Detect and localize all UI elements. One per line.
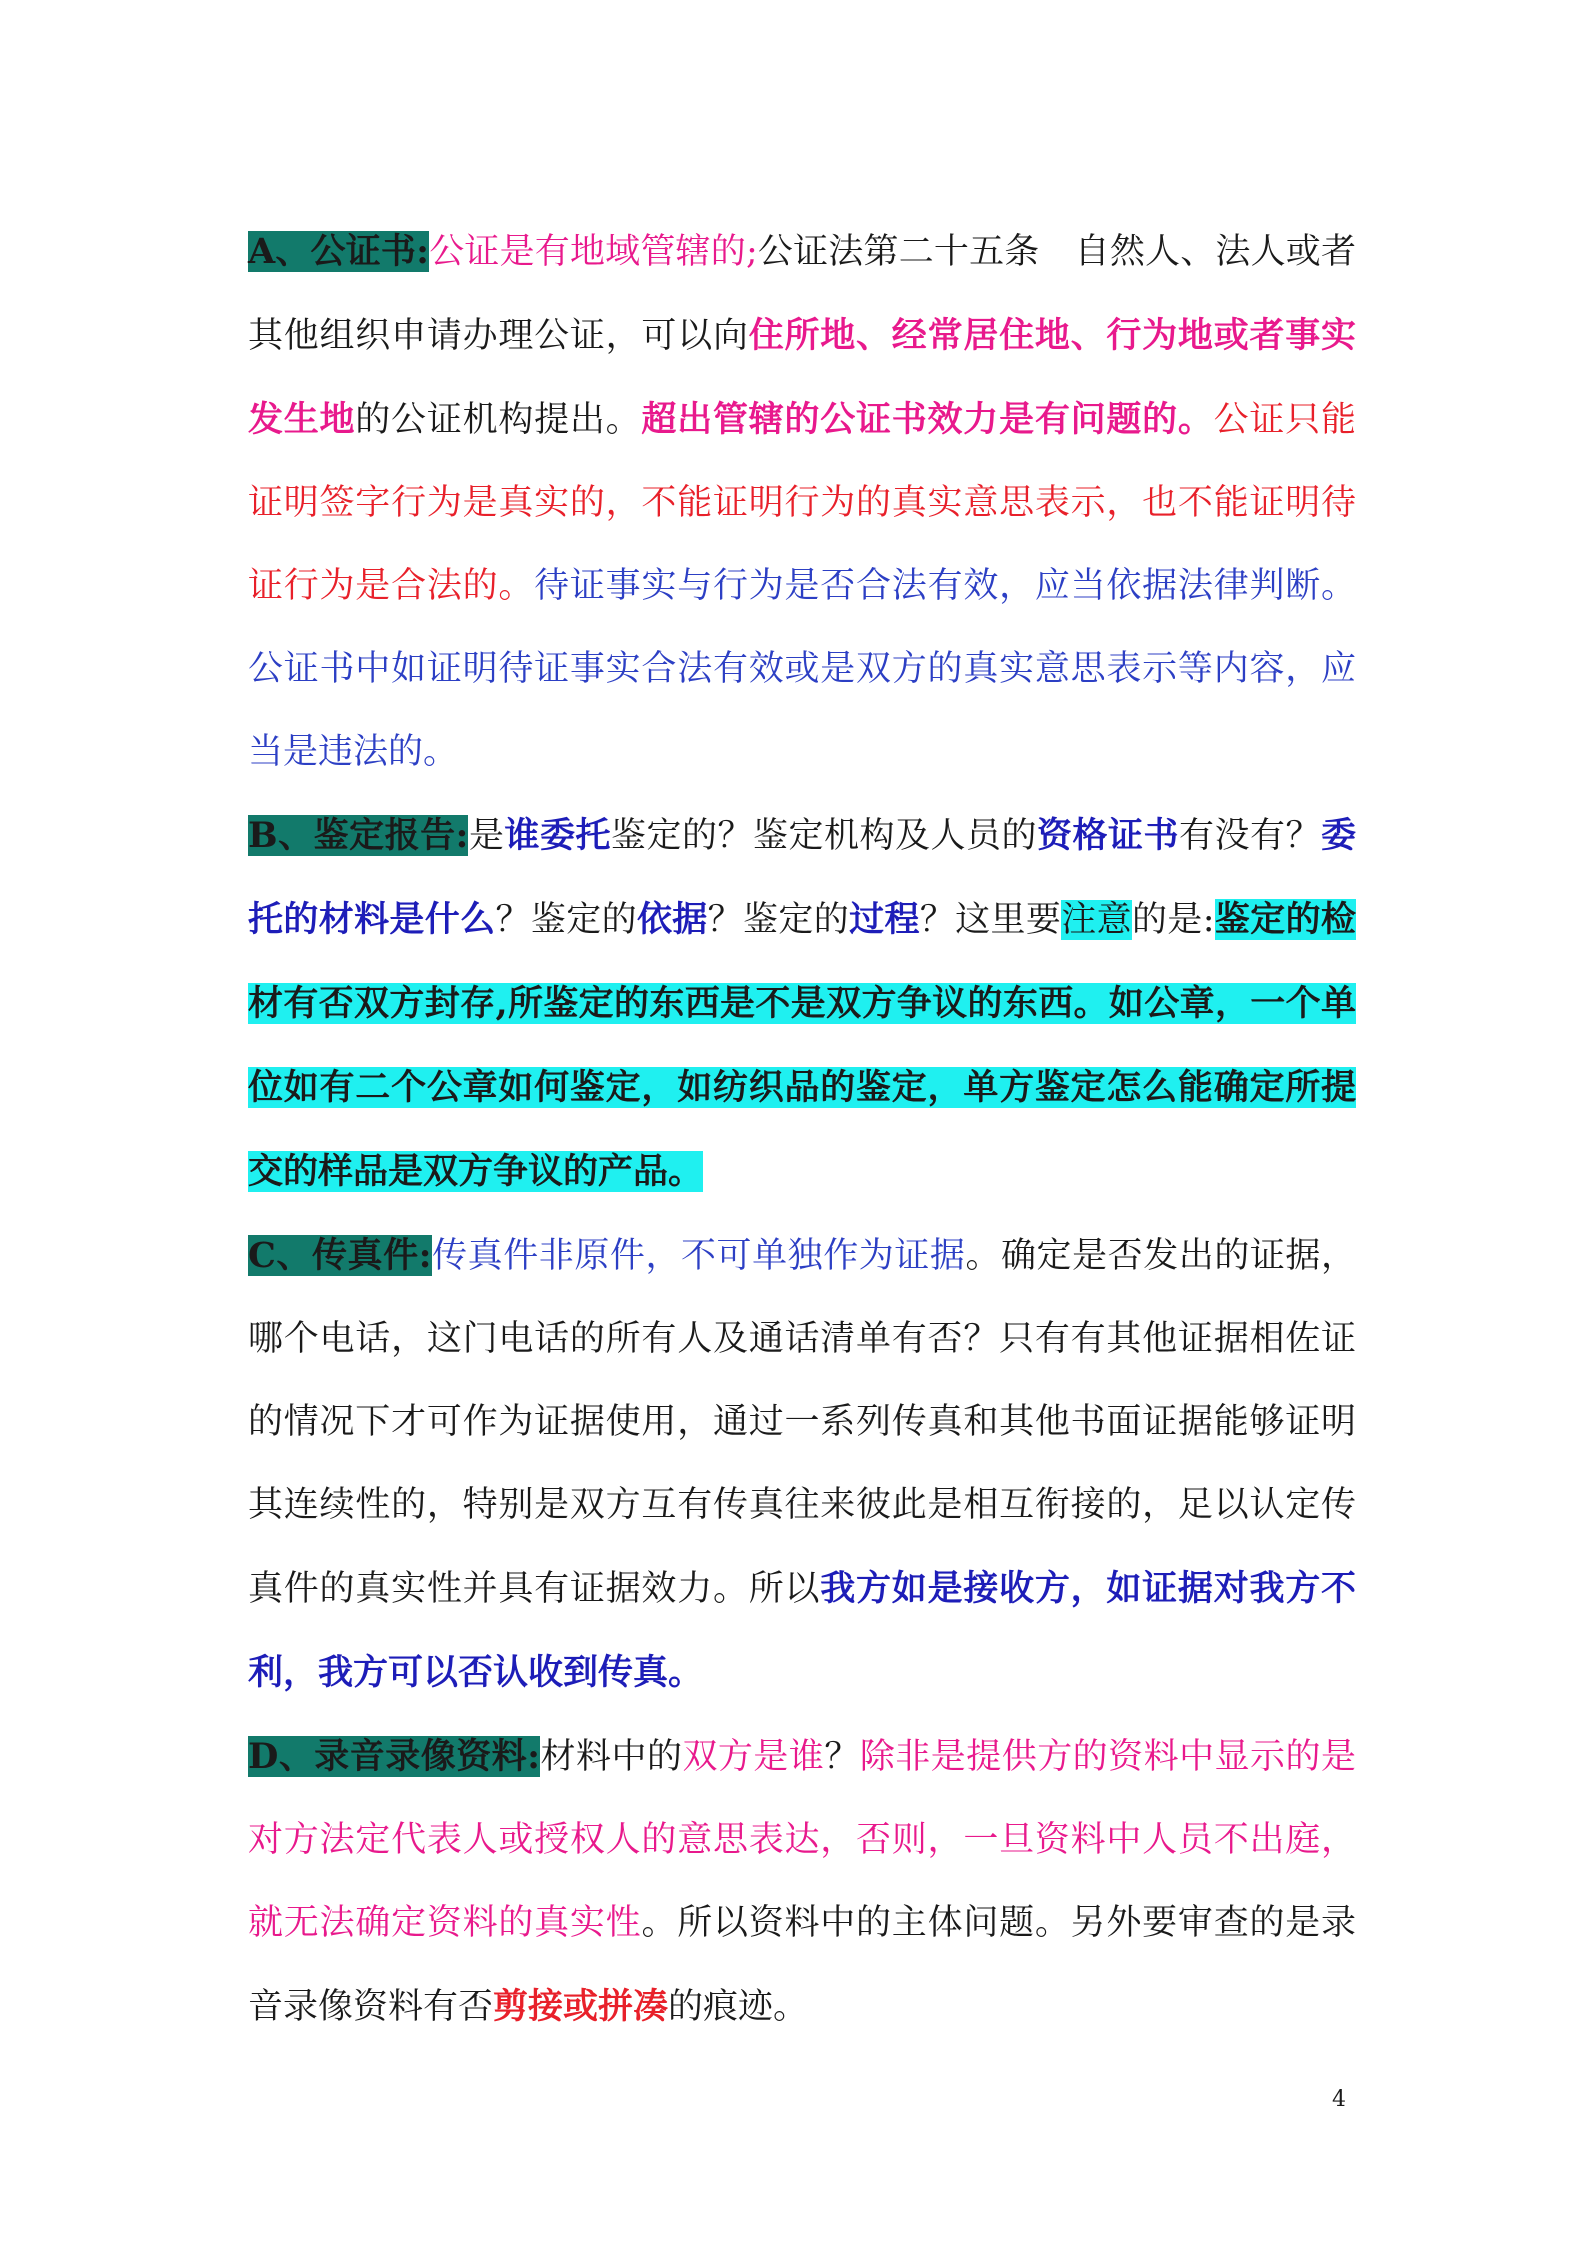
text-run: 材料中的: [540, 1737, 683, 1777]
text-run: 公证只能证明签字行为是真实的，不能证明行为的真实意思表示，也不能证明待证行为是合法的。: [248, 400, 1356, 606]
text-run: 的公证机构提出。: [355, 400, 642, 440]
text-run: 除非是提供方的资料中显示的是对方法定代表人或授权人的意思表达，否则，一旦资料中人员不出庭，就无法确定资料的真实性: [248, 1737, 1356, 1943]
text-run: 双方是谁: [682, 1737, 825, 1777]
section-label: D、录音录像资料:: [248, 1736, 541, 1777]
section-label: B、鉴定报告:: [248, 815, 469, 856]
text-run: 。确定是否发出的证据，哪个电话，这门电话的所有人及通话清单有否？只有有其他证据相佐证的情况下才可作为证据使用，通过一系列传真和其他书面证据能够证明其连续性的，特别是双方互有传真往来彼此是相互衔接的，足以认定传真件的真实性并具有证据效力。所以: [248, 1236, 1356, 1609]
section-c-fax: [248, 1214, 1356, 1715]
text-run: 。所以资料中的主体问题。另外要审查的是录音录像资料有否: [248, 1903, 1356, 2027]
text-run: ？: [824, 1737, 860, 1777]
document-body: [248, 210, 1356, 2049]
text-run: ？鉴定的: [495, 900, 637, 940]
text-run: 过程: [849, 899, 920, 940]
text-run: 公证是有地域管辖的;: [429, 232, 758, 272]
text-run: 的是:: [1131, 900, 1215, 940]
text-run: 待证事实与行为是否合法有效，应当依据法律判断。公证书中如证明待证事实合法有效或是双方的真实意思表示等内容，应当是违法的。: [248, 566, 1356, 772]
text-run: 鉴定的检材有否双方封存,所鉴定的东西是不是双方争议的东西。如公章，一个单位如有二个公章如何鉴定，如纺织品的鉴定，单方鉴定怎么能确定所提交的样品是双方争议的产品。: [248, 899, 1356, 1192]
section-b-appraisal-report: [248, 794, 1356, 1214]
text-run: 传真件非原件，不可单独作为证据: [431, 1236, 966, 1276]
text-run: 委托的材料是什么: [248, 815, 1356, 940]
text-run: 公证法第二十五条 自然人、法人或者其他组织申请办理公证，可以向: [248, 232, 1356, 356]
text-run: 超出管辖的公证书效力是有问题的。: [641, 399, 1214, 440]
section-d-audio-video: [248, 1715, 1356, 2049]
section-a-notarization: [248, 210, 1356, 794]
section-label: A、公证书:: [248, 231, 430, 272]
text-run: 鉴定的？鉴定机构及人员的: [610, 816, 1037, 856]
text-run: 有没有？: [1178, 816, 1321, 856]
text-run: ？鉴定的: [707, 900, 850, 940]
section-label: C、传真件:: [248, 1235, 432, 1276]
text-run: 注意: [1061, 900, 1132, 940]
text-run: ？这里要: [919, 900, 1062, 940]
text-run: 剪接或拼凑: [493, 1986, 669, 2027]
text-run: 住所地、经常居住地、行为地或者事实发生地: [248, 315, 1356, 440]
text-run: 依据: [636, 899, 708, 940]
text-run: 资格证书: [1036, 815, 1179, 856]
text-run: 我方如是接收方，如证据对我方不利，我方可以否认收到传真。: [248, 1568, 1356, 1693]
page-number: 4: [1332, 2087, 1346, 2112]
text-run: 是: [468, 816, 505, 856]
text-run: 谁委托: [504, 815, 611, 856]
text-run: 的痕迹。: [668, 1987, 809, 2027]
